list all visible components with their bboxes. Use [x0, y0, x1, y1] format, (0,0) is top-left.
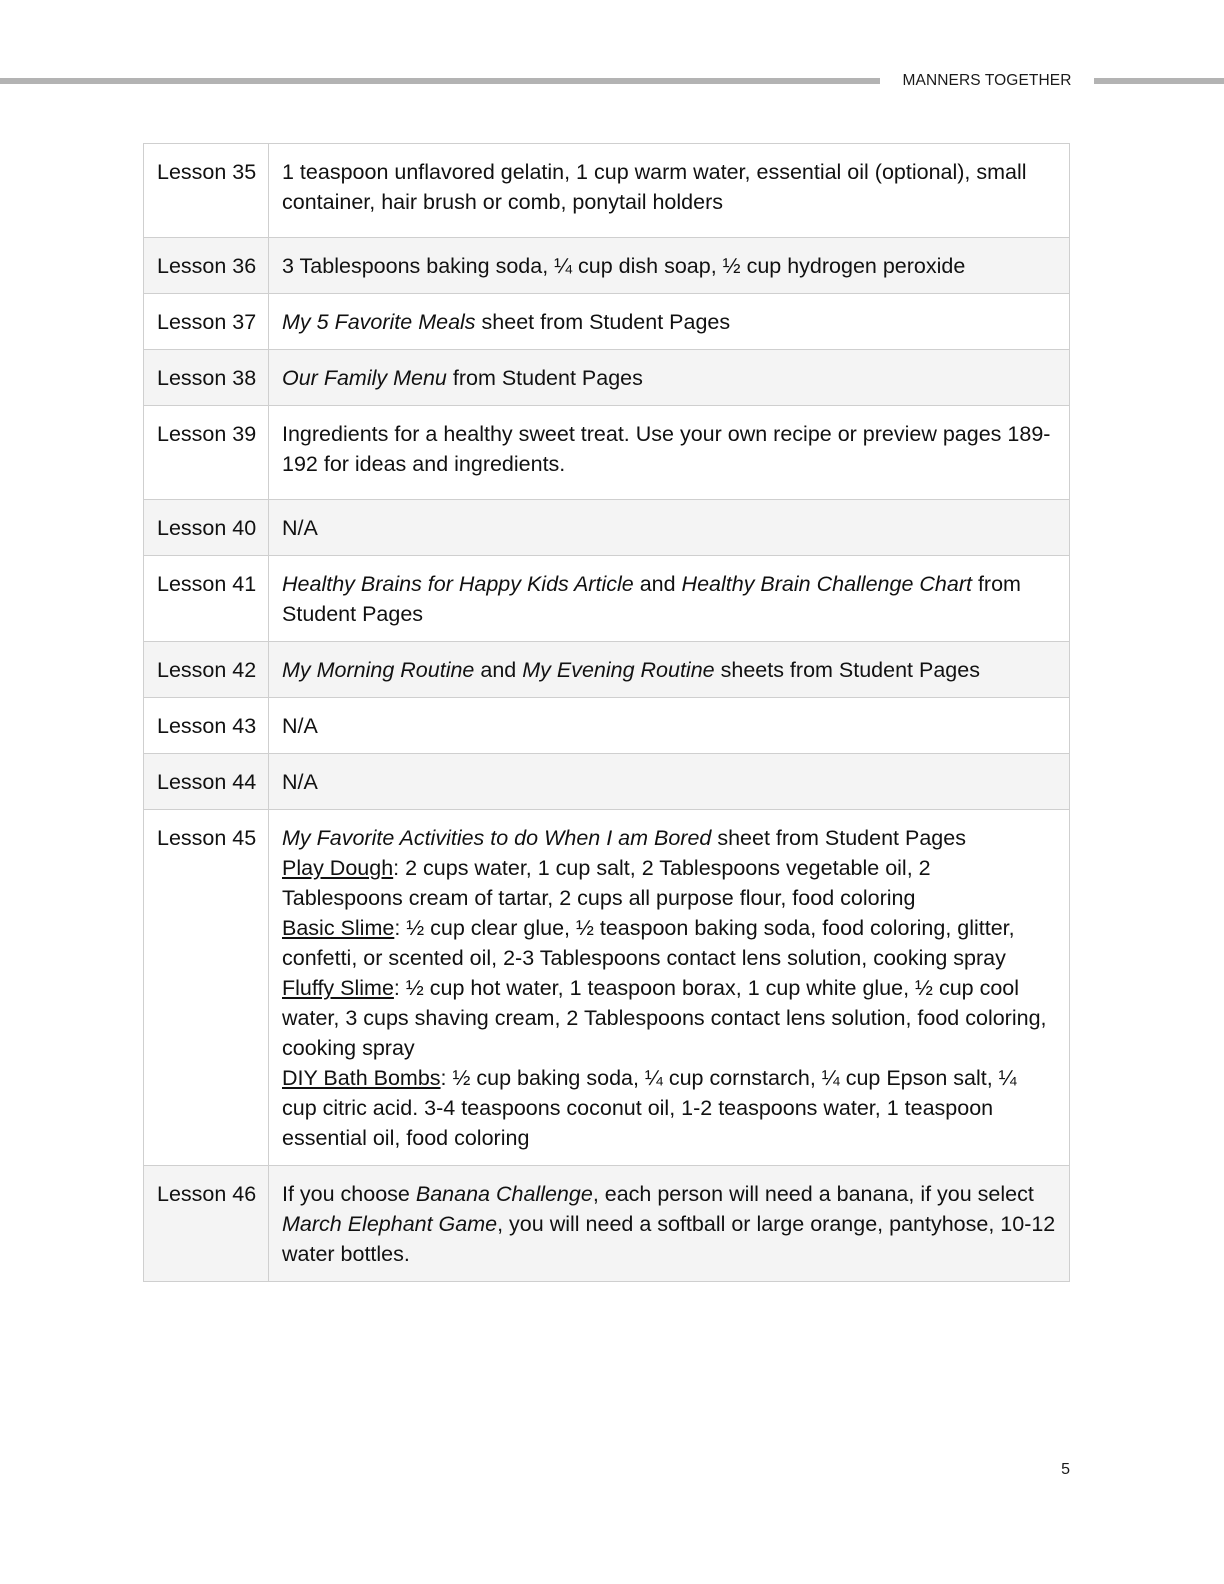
mid-text: , each person will need a banana, if you select: [592, 1182, 1034, 1206]
lesson-label: Lesson 41: [144, 556, 269, 642]
game-title: Banana Challenge: [415, 1182, 593, 1206]
table-row: [144, 698, 1070, 754]
page-number: 5: [1061, 1461, 1070, 1478]
materials-text: , you will need a softball or large orange, pantyhose, 10-12 water bottles.: [282, 1212, 1056, 1266]
game-title: March Elephant Game: [282, 1212, 498, 1236]
table-row: [144, 294, 1070, 350]
materials-cell: [269, 1166, 1070, 1282]
recipe-name: Fluffy Slime: [282, 976, 394, 1000]
materials-cell: [269, 642, 1070, 698]
materials-cell: [269, 556, 1070, 642]
table-row: [144, 810, 1070, 1166]
lesson-label: Lesson 42: [144, 642, 269, 698]
table-row: [144, 238, 1070, 294]
materials-text: N/A: [282, 770, 318, 794]
sheet-title: Healthy Brains for Happy Kids Article: [282, 572, 634, 596]
materials-text: sheet from Student Pages: [475, 310, 731, 334]
sheet-title: Our Family Menu: [282, 366, 447, 390]
materials-text: N/A: [282, 516, 318, 540]
materials-cell: [269, 500, 1070, 556]
header-rule-right: [1094, 78, 1224, 84]
lesson-label: Lesson 43: [144, 698, 269, 754]
table-row: [144, 350, 1070, 406]
lead-text: If you choose: [282, 1182, 416, 1206]
table-row: [144, 500, 1070, 556]
activities-line: [282, 823, 1056, 853]
recipe-name: Play Dough: [282, 856, 394, 880]
table-row: [144, 1166, 1070, 1282]
materials-text: Ingredients for a healthy sweet treat. Use your own recipe or preview pages 189-192 for ideas and ingredients.: [282, 422, 1051, 476]
materials-cell: [269, 698, 1070, 754]
sheet-title: My Morning Routine: [282, 658, 475, 682]
materials-text: 3 Tablespoons baking soda, ¼ cup dish soap, ½ cup hydrogen peroxide: [282, 254, 966, 278]
lesson-label: Lesson 38: [144, 350, 269, 406]
sheet-title: My Favorite Activities to do When I am Bored: [282, 826, 712, 850]
recipe-basic-slime: [282, 913, 1056, 973]
table-row: [144, 144, 1070, 238]
joiner-text: and: [633, 572, 682, 596]
recipe-play-dough: [282, 853, 1056, 913]
sheet-title: My Evening Routine: [522, 658, 715, 682]
recipe-ingredients: : ½ cup clear glue, ½ teaspoon baking soda, food coloring, glitter, confetti, or scented oil, 2-3 Tablespoons contact lens solution, cooking spray: [282, 916, 1015, 970]
materials-text: sheets from Student Pages: [714, 658, 980, 682]
recipe-ingredients: : 2 cups water, 1 cup salt, 2 Tablespoons vegetable oil, 2 Tablespoons cream of tartar, 2 cups all purpose flour, food coloring: [282, 856, 931, 910]
lesson-label: Lesson 37: [144, 294, 269, 350]
table-row: [144, 642, 1070, 698]
sheet-title: My 5 Favorite Meals: [282, 310, 476, 334]
lesson-label: Lesson 46: [144, 1166, 269, 1282]
recipe-name: Basic Slime: [282, 916, 395, 940]
materials-cell: [269, 754, 1070, 810]
materials-cell: [269, 810, 1070, 1166]
table-row: [144, 754, 1070, 810]
table-row: [144, 406, 1070, 500]
joiner-text: and: [474, 658, 523, 682]
materials-text: 1 teaspoon unflavored gelatin, 1 cup warm water, essential oil (optional), small container, hair brush or comb, ponytail holders: [282, 160, 1027, 214]
materials-cell: [269, 238, 1070, 294]
materials-text: sheet from Student Pages: [711, 826, 966, 850]
materials-cell: [269, 144, 1070, 238]
materials-cell: [269, 294, 1070, 350]
header-rule-left: [0, 78, 880, 84]
materials-text: from Student Pages: [446, 366, 643, 390]
sheet-title: Healthy Brain Challenge Chart: [681, 572, 972, 596]
recipe-name: DIY Bath Bombs: [282, 1066, 441, 1090]
materials-text: N/A: [282, 714, 318, 738]
recipe-ingredients: : ½ cup baking soda, ¼ cup cornstarch, ¼ cup Epson salt, ¼ cup citric acid. 3-4 teaspoons coconut oil, 1-2 teaspoons water, 1 teaspoon essential oil, food coloring: [282, 1066, 1017, 1150]
recipe-ingredients: : ½ cup hot water, 1 teaspoon borax, 1 cup white glue, ½ cup cool water, 3 cups shaving cream, 2 Tablespoons contact lens solution, food coloring, cooking spray: [282, 976, 1047, 1060]
materials-text: from Student Pages: [282, 572, 1021, 626]
lesson-label: Lesson 44: [144, 754, 269, 810]
lesson-label: Lesson 45: [144, 810, 269, 1166]
running-header: MANNERS TOGETHER: [902, 72, 1072, 89]
lesson-materials-table: [143, 143, 1070, 1282]
lesson-label: Lesson 35: [144, 144, 269, 238]
lesson-label: Lesson 36: [144, 238, 269, 294]
recipe-fluffy-slime: [282, 973, 1056, 1063]
table-row: [144, 556, 1070, 642]
materials-cell: [269, 406, 1070, 500]
lesson-label: Lesson 39: [144, 406, 269, 500]
materials-cell: [269, 350, 1070, 406]
lesson-label: Lesson 40: [144, 500, 269, 556]
recipe-bath-bombs: [282, 1063, 1056, 1153]
